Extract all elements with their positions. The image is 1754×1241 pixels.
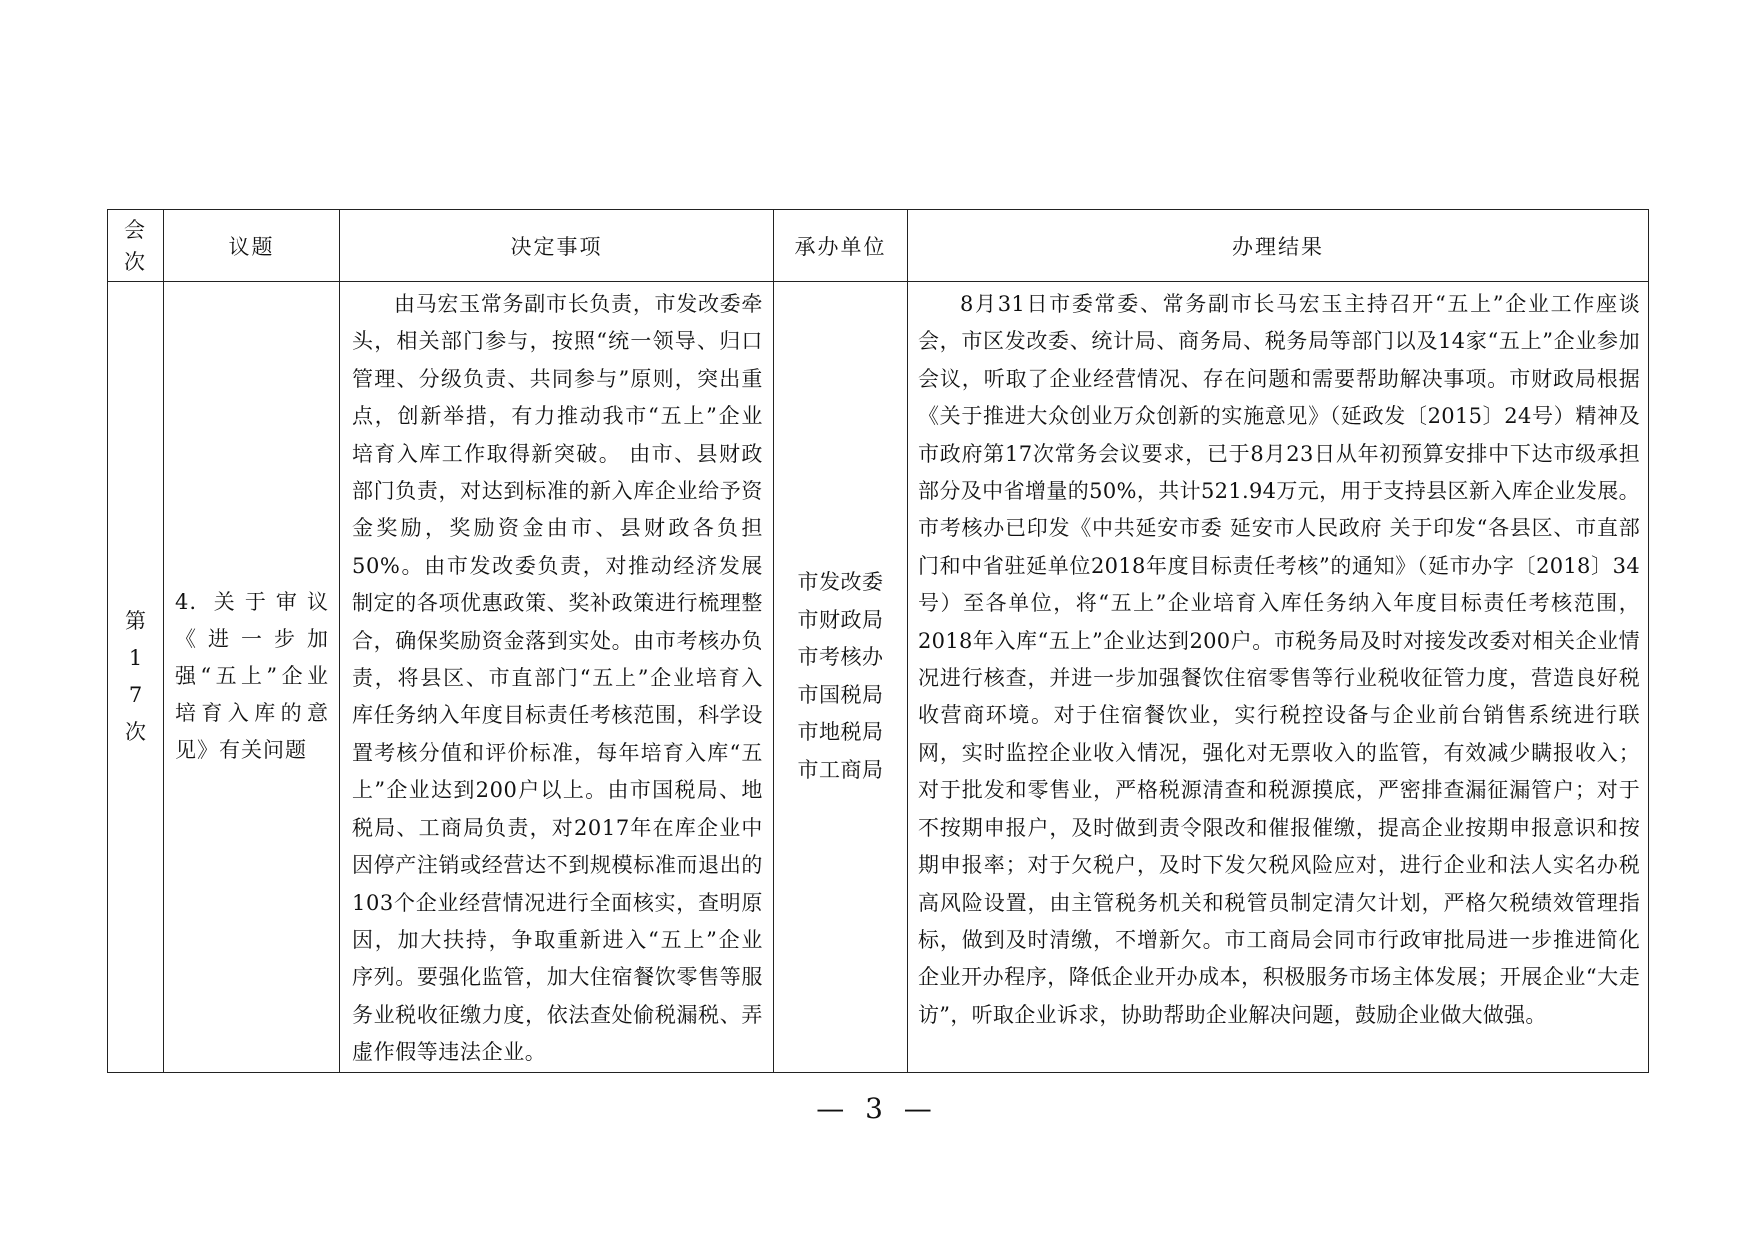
table-header-row: [108, 210, 1649, 282]
unit-item: 市财政局: [797, 607, 884, 632]
session-label: 第17次: [125, 608, 146, 744]
header-decision: 决定事项: [340, 210, 774, 282]
header-result: 办理结果: [908, 210, 1649, 282]
cell-decision: 由马宏玉常务副市长负责，市发改委牵头，相关部门参与，按照“统一领导、归口管理、分级负责、共同参与”原则，突出重点，创新举措，有力推动我市“五上”企业培育入库工作取得新突破。 由市、县财政部门负责，对达到标准的新入库企业给予资金奖励，奖励资金由市、县财政各负担50%。由市发改委负责，对推动经济发展制定的各项优惠政策、奖补政策进行梳理整合，确保奖励资金落到实处。由市考核办负责，将县区、市直部门“五上”企业培育入库任务纳入年度目标责任考核范围，科学设置考核分值和评价标准，每年培育入库“五上”企业达到200户以上。由市国税局、地税局、工商局负责，对2017年在库企业中因停产注销或经营达不到规模标准而退出的103个企业经营情况进行全面核实，查明原因，加大扶持，争取重新进入“五上”企业序列。要强化监管，加大住宿餐饮零售等服务业税收征缴力度，依法查处偷税漏税、弄虚作假等违法企业。: [340, 282, 774, 1073]
unit-item: 市发改委: [797, 570, 884, 595]
header-topic: 议题: [164, 210, 340, 282]
cell-session: [108, 282, 164, 1073]
page-number: — 3 —: [816, 1092, 938, 1125]
unit-item: 市地税局: [797, 720, 884, 745]
unit-item: 市考核办: [797, 645, 884, 670]
cell-topic: 4. 关于审议《进一步加强“五上”企业培育入库的意见》有关问题: [164, 282, 340, 1073]
cell-result: 8月31日市委常委、常务副市长马宏玉主持召开“五上”企业工作座谈会，市区发改委、统计局、商务局、税务局等部门以及14家“五上”企业参加会议，听取了企业经营情况、存在问题和需要帮助解决事项。市财政局根据《关于推进大众创业万众创新的实施意见》（延政发〔2015〕24号）精神及市政府第17次常务会议要求，已于8月23日从年初预算安排中下达市级承担部分及中省增量的50%，共计521.94万元，用于支持县区新入库企业发展。市考核办已印发《中共延安市委 延安市人民政府 关于印发“各县区、市直部门和中省驻延单位2018年度目标责任考核”的通知》（延市办字〔2018〕34号）至各单位，将“五上”企业培育入库任务纳入年度目标责任考核范围， 2018年入库“五上”企业达到200户。市税务局及时对接发改委对相关企业情况进行核查，并进一步加强餐饮住宿零售等行业税收征管力度，营造良好税收营商环境。对于住宿餐饮业，实行税控设备与企业前台销售系统进行联网，实时监控企业收入情况，强化对无票收入的监管，有效减少瞒报收入；对于批发和零售业，严格税源清查和税源摸底，严密排查漏征漏管户；对于不按期申报户，及时做到责令限改和催报催缴，提高企业按期申报意识和按期申报率；对于欠税户，及时下发欠税风险应对，进行企业和法人实名办税高风险设置，由主管税务机关和税管员制定清欠计划，严格欠税绩效管理指标，做到及时清缴，不增新欠。市工商局会同市行政审批局进一步推进简化企业开办程序，降低企业开办成本，积极服务市场主体发展；开展企业“大走访”，听取企业诉求，协助帮助企业解决问题，鼓励企业做大做强。: [908, 282, 1649, 1073]
unit-item: 市国税局: [797, 682, 884, 707]
cell-units: [774, 282, 908, 1073]
unit-item: 市工商局: [797, 757, 884, 782]
header-session: 会次: [108, 210, 164, 282]
meeting-decisions-table: [107, 209, 1649, 1073]
table-row: [108, 282, 1649, 1073]
header-units: 承办单位: [774, 210, 908, 282]
